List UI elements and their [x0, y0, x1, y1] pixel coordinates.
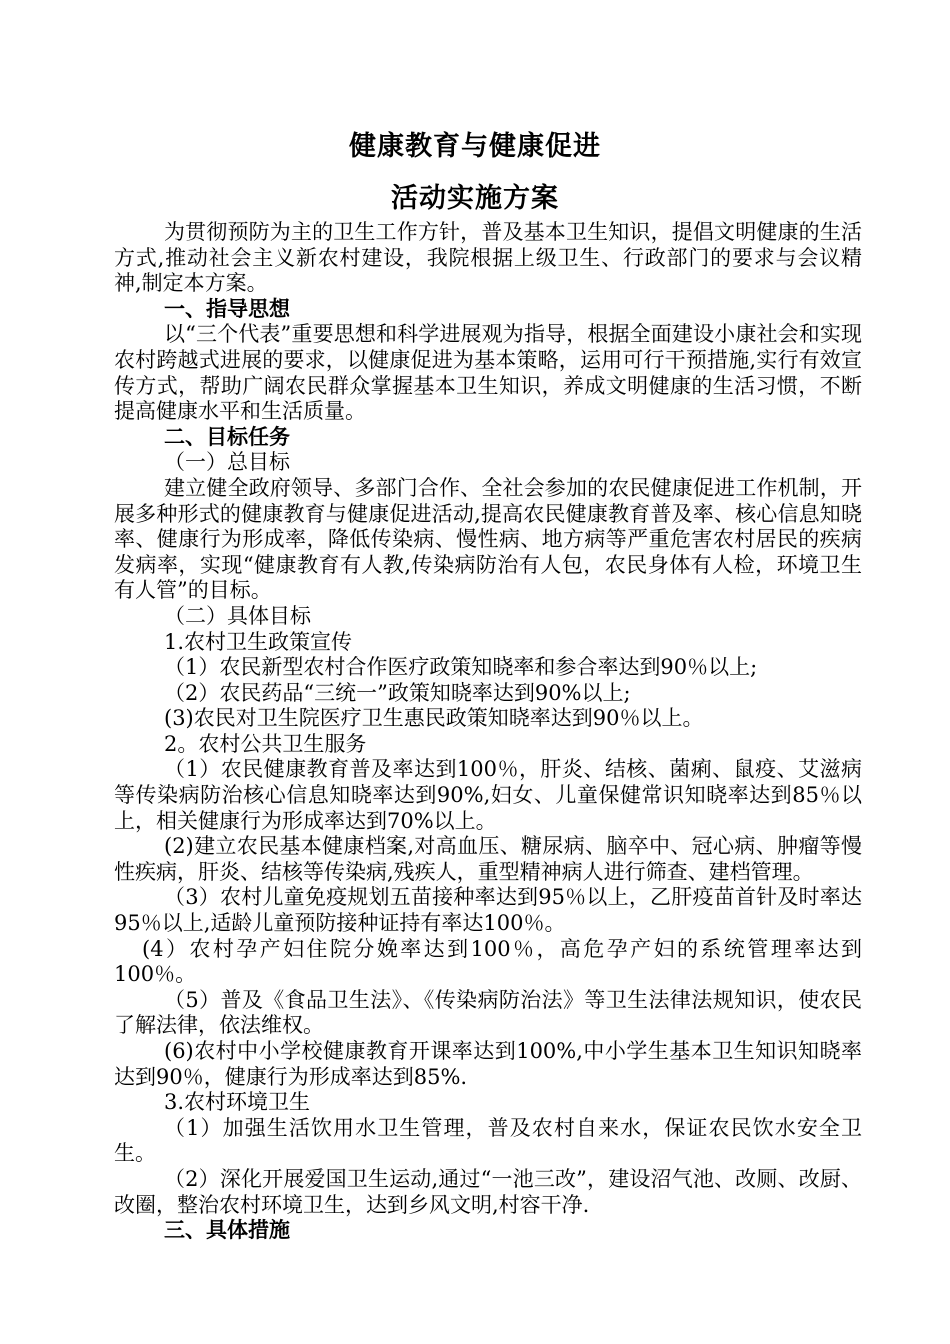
item-environment-1: （1）加强生活饮用水卫生管理，普及农村自来水，保证农民饮水安全卫生。 [114, 1115, 862, 1166]
item-public-health-6: (6)农村中小学校健康教育开课率达到100%,中小学生基本卫生知识知晓率达到90％，健康行为形成率达到85%. [114, 1039, 862, 1089]
section-heading-guiding-thought: 一、指导思想 [164, 296, 290, 321]
item-public-health-5: （5）普及《食品卫生法》、《传染病防治法》等卫生法律法规知识，使农民了解法律，依法维权。 [114, 987, 862, 1038]
item-public-health-4: (4）农村孕产妇住院分娩率达到100％，高危孕产妇的系统管理率达到100％。 [114, 936, 862, 987]
intro-paragraph: 为贯彻预防为主的卫生工作方针，普及基本卫生知识，提倡文明健康的生活方式,推动社会主义新农村建设，我院根据上级卫生、行政部门的要求与会议精神,制定本方案。 [114, 220, 862, 296]
item-policy-promotion: 1.农村卫生政策宣传 [164, 629, 353, 654]
subheading-overall-goal: （一）总目标 [164, 450, 290, 475]
item-public-health-3: （3）农村儿童免疫规划五苗接种率达到95％以上，乙肝疫苗首针及时率达95％以上,适龄儿童预防接种证持有率达100％。 [114, 885, 862, 936]
document-body [114, 220, 862, 1244]
section-heading-measures: 三、具体措施 [164, 1218, 290, 1243]
section-heading-goals: 二、目标任务 [164, 424, 290, 449]
doc-title-line1: 健康教育与健康促进 [349, 131, 601, 162]
subheading-specific-goals: （二）具体目标 [164, 603, 311, 628]
doc-title-line2: 活动实施方案 [391, 183, 559, 214]
item-environment: 3.农村环境卫生 [164, 1090, 311, 1115]
item-public-health-1: （1）农民健康教育普及率达到100％，肝炎、结核、菌痢、鼠疫、艾滋病等传染病防治核心信息知晓率达到90%,妇女、儿童保健常识知晓率达到85％以上，相关健康行为形成率达到70%以上。 [114, 757, 862, 833]
overall-goal-paragraph: 建立健全政府领导、多部门合作、全社会参加的农民健康促进工作机制，开展多种形式的健康教育与健康促进活动,提高农民健康教育普及率、核心信息知晓率、健康行为形成率，降低传染病、慢性病、地方病等严重危害农村居民的疾病发病率，实现“健康教育有人教,传染病防治有人包，农民身体有人检，环境卫生有人管”的目标。 [114, 475, 862, 603]
item-public-health: 2。农村公共卫生服务 [164, 731, 367, 756]
item-public-health-2: (2)建立农民基本健康档案,对高血压、糖尿病、脑卒中、冠心病、肿瘤等慢性疾病，肝炎、结核等传染病,残疾人，重型精神病人进行筛查、建档管理。 [114, 834, 862, 884]
item-policy-3: (3)农民对卫生院医疗卫生惠民政策知晓率达到90％以上。 [164, 706, 704, 731]
item-environment-2: （2）深化开展爱国卫生运动,通过“一池三改”，建设沼气池、改厕、改厨、改圈，整治农村环境卫生，达到乡风文明,村容干净. [114, 1166, 862, 1217]
item-policy-2: （2）农民药品“三统一”政策知晓率达到90%以上; [164, 680, 631, 705]
item-policy-1: （1）农民新型农村合作医疗政策知晓率和参合率达到90％以上; [164, 655, 758, 680]
guiding-thought-paragraph: 以“三个代表”重要思想和科学进展观为指导，根据全面建设小康社会和实现农村跨越式进展的要求，以健康促进为基本策略，运用可行干预措施,实行有效宣传方式，帮助广阔农民群众掌握基本卫生知识，养成文明健康的生活习惯，不断提高健康水平和生活质量。 [114, 322, 862, 424]
